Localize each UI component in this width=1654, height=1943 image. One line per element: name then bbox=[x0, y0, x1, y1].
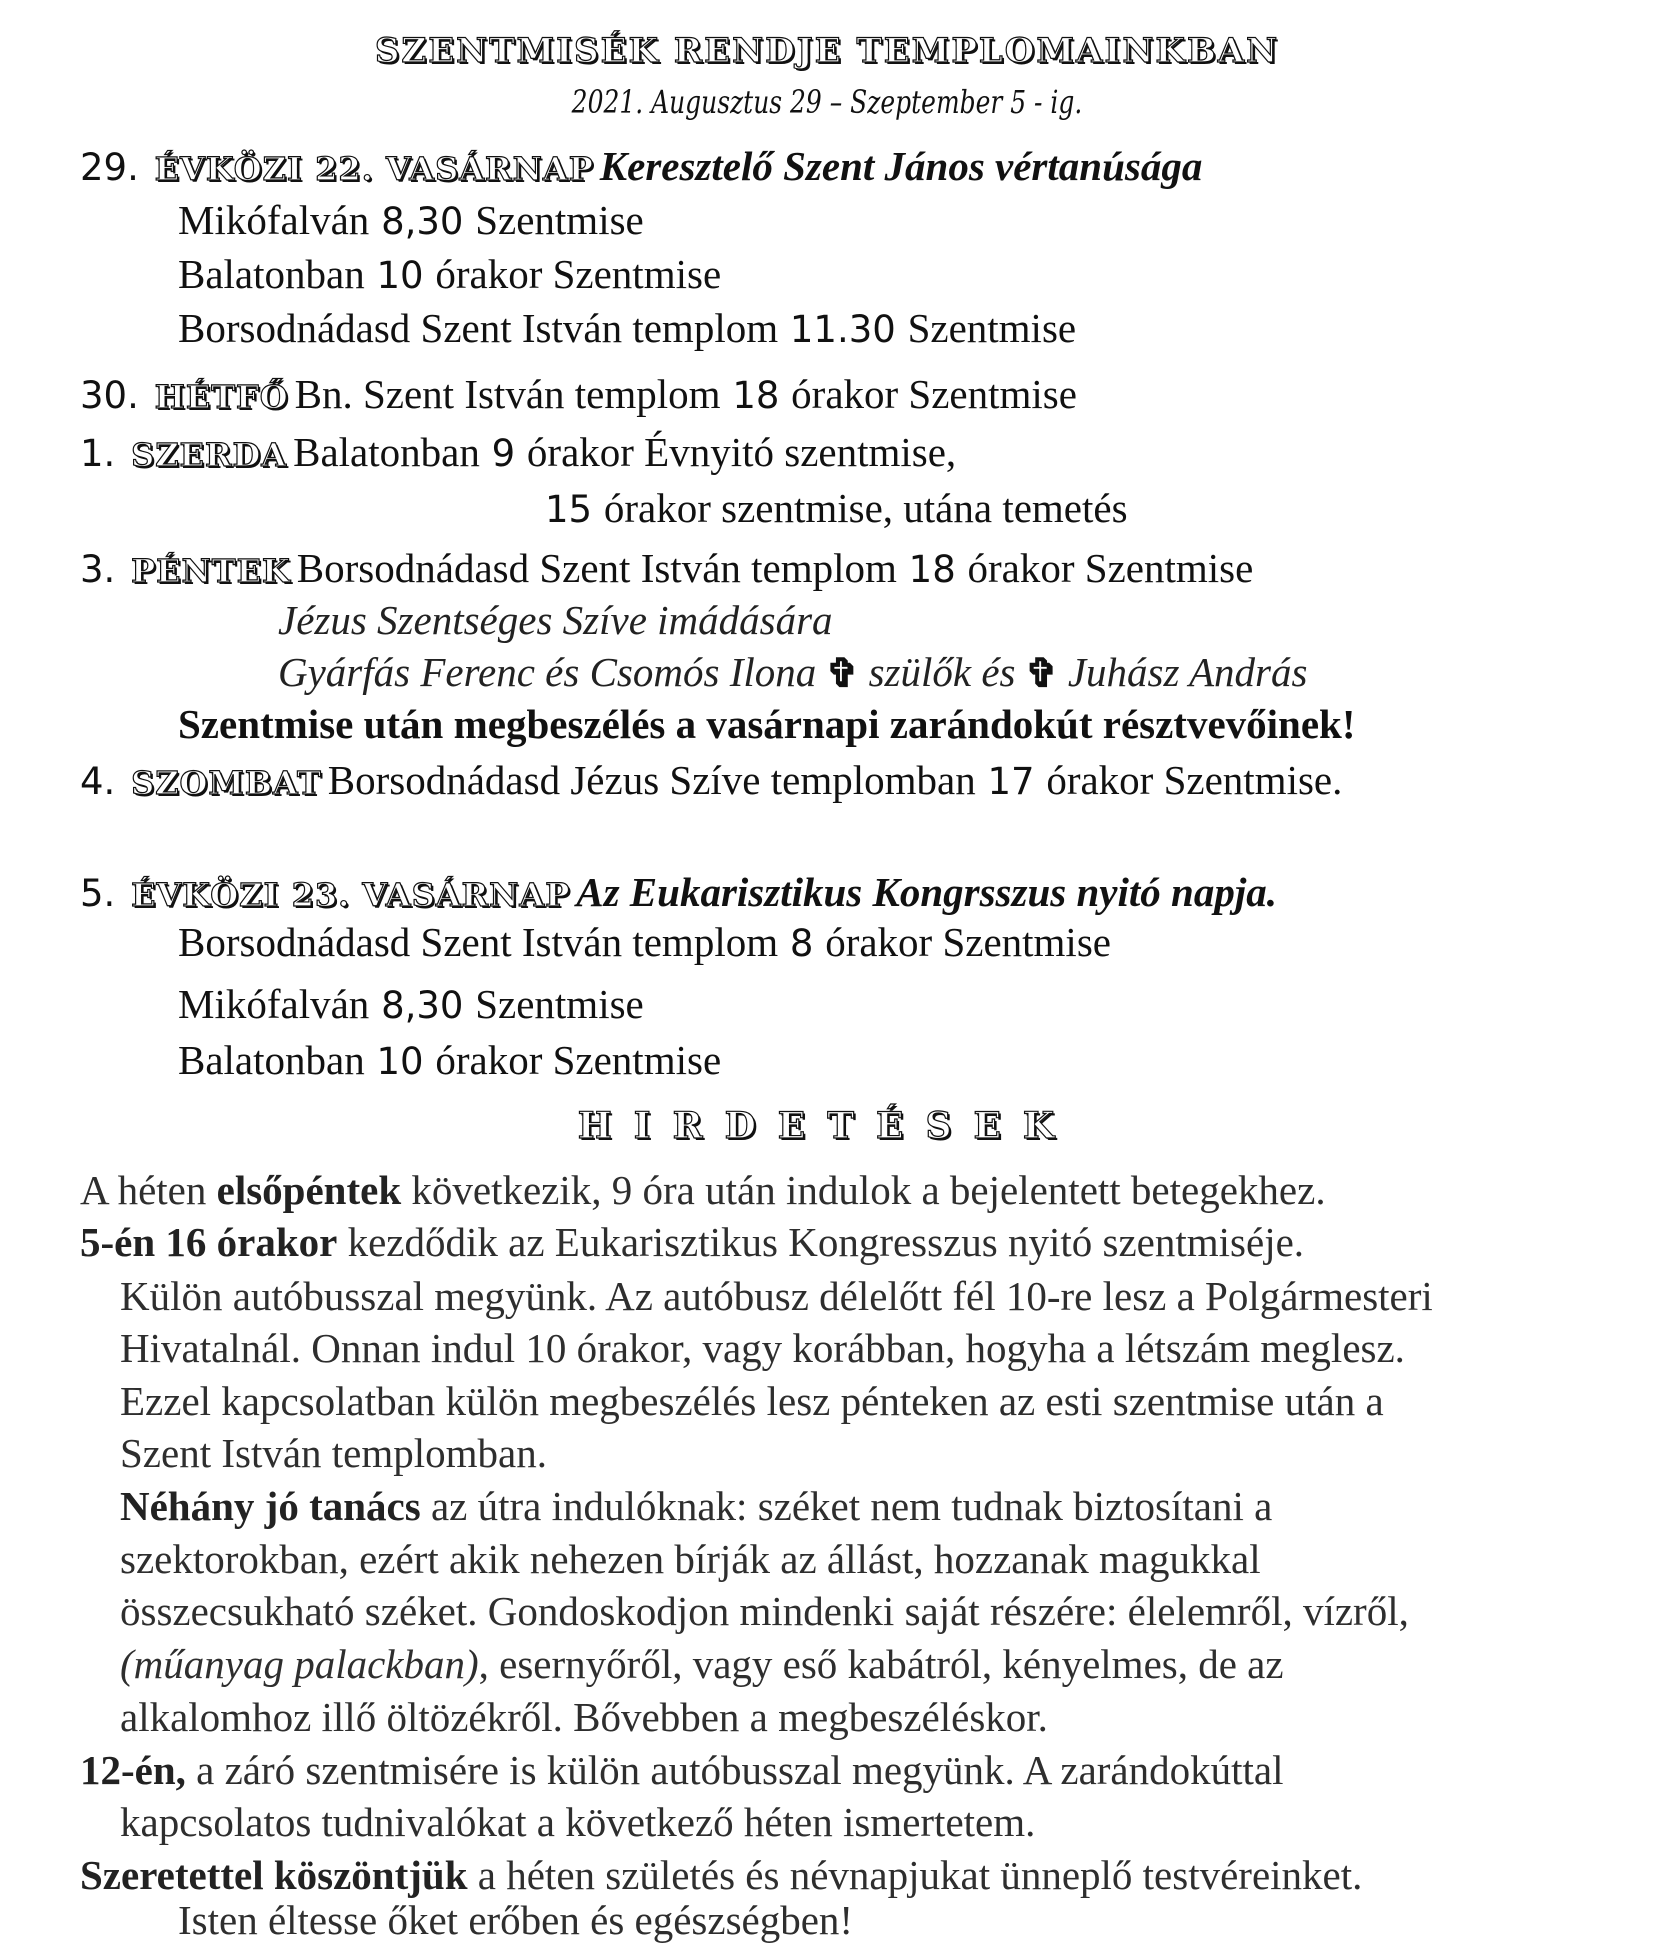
feast-name: Keresztelő Szent János vértanúsága bbox=[599, 143, 1203, 189]
mass-label: órakor Szentmise bbox=[435, 251, 722, 297]
text: A héten bbox=[80, 1167, 217, 1213]
day-number: 5. bbox=[80, 872, 116, 915]
mass-time: 18 bbox=[732, 374, 780, 417]
emphasis: 12-én, bbox=[80, 1747, 186, 1793]
schedule-day-4 bbox=[80, 757, 1343, 803]
text: a héten születés és névnapjukat ünneplő testvéreinket. bbox=[467, 1852, 1363, 1898]
intention-text: szülők és bbox=[868, 649, 1016, 695]
mass-time: 8 bbox=[789, 922, 814, 965]
day-name: ÉVKÖZI 22. VASÁRNAP bbox=[154, 150, 594, 188]
mass-entry bbox=[178, 251, 722, 297]
announcement-line: kapcsolatos tudnivalókat a következő héten ismertetem. bbox=[120, 1799, 1036, 1845]
mass-label: órakor Szentmise bbox=[967, 545, 1254, 591]
intention-names: Juhász András bbox=[1067, 649, 1308, 695]
announcement-advice bbox=[120, 1483, 1273, 1529]
text: kezdődik az Eukarisztikus Kongresszus nyitó szentmiséje. bbox=[337, 1219, 1305, 1265]
cross-icon: ✞ bbox=[1025, 653, 1058, 695]
mass-label: órakor Évnyitó szentmise, bbox=[526, 429, 957, 475]
emphasis: Néhány jó tanács bbox=[120, 1483, 421, 1529]
mass-entry bbox=[545, 485, 1128, 531]
mass-time: 8,30 bbox=[381, 200, 464, 243]
announcement-line: alkalomhoz illő öltözékről. Bővebben a megbeszéléskor. bbox=[120, 1694, 1048, 1740]
day-name: SZERDA bbox=[131, 436, 288, 474]
schedule-day-5 bbox=[80, 869, 1277, 915]
italic-text: (műanyag palackban) bbox=[120, 1641, 479, 1687]
day-number: 3. bbox=[80, 548, 116, 591]
announcements-heading: HIRDETÉSEK bbox=[577, 1105, 1077, 1147]
day-number: 1. bbox=[80, 432, 116, 475]
mass-label: Szentmise bbox=[475, 981, 644, 1027]
day-name: SZOMBAT bbox=[131, 764, 322, 802]
feast-name: Az Eukarisztikus Kongrsszus nyitó napja. bbox=[576, 869, 1277, 915]
text: , esernyőről, vagy eső kabátról, kényelmes, de az bbox=[478, 1641, 1284, 1687]
mass-label: órakor Szentmise bbox=[791, 371, 1077, 417]
day-name: HÉTFŐ bbox=[154, 378, 289, 416]
text: a záró szentmisére is külön autóbusszal megyünk. A zarándokúttal bbox=[185, 1747, 1284, 1793]
mass-time: 18 bbox=[908, 548, 956, 591]
mass-place: Mikófalván bbox=[178, 197, 370, 243]
mass-intention bbox=[278, 649, 1308, 695]
day-number: 30. bbox=[80, 374, 139, 417]
mass-place: Balatonban bbox=[293, 429, 480, 475]
mass-place: Borsodnádasd Jézus Szíve templomban bbox=[327, 757, 976, 803]
day-number: 4. bbox=[80, 760, 116, 803]
announcement-line: Ezzel kapcsolatban külön megbeszélés lesz pénteken az esti szentmise után a bbox=[120, 1378, 1384, 1424]
announcement-line: összecsukható széket. Gondoskodjon mindenki saját részére: élelemről, vízről, bbox=[120, 1588, 1409, 1634]
emphasis: 5-én 16 órakor bbox=[80, 1219, 338, 1265]
mass-entry bbox=[178, 919, 1111, 965]
text: következik, 9 óra után indulok a bejelentett betegekhez. bbox=[401, 1167, 1326, 1213]
mass-entry bbox=[178, 1037, 722, 1083]
day-number: 29. bbox=[80, 146, 139, 189]
mass-place: Bn. Szent István templom bbox=[294, 371, 721, 417]
intention-names: Gyárfás Ferenc és Csomós Ilona bbox=[278, 649, 817, 695]
announcement-first-friday bbox=[80, 1167, 1326, 1213]
mass-place: Balatonban bbox=[178, 1037, 365, 1083]
mass-time: 17 bbox=[987, 760, 1035, 803]
pilgrimage-note: Szentmise után megbeszélés a vasárnapi zarándokút résztvevőinek! bbox=[178, 701, 1356, 747]
schedule-day-1 bbox=[80, 429, 957, 475]
emphasis: elsőpéntek bbox=[216, 1167, 402, 1213]
announcement-line: Külön autóbusszal megyünk. Az autóbusz délelőtt fél 10-re lesz a Polgármesteri bbox=[120, 1273, 1433, 1319]
mass-time: 9 bbox=[491, 432, 516, 475]
mass-time: 8,30 bbox=[381, 984, 464, 1027]
announcement-blessing: Isten éltesse őket erőben és egészségben! bbox=[178, 1897, 854, 1943]
mass-entry bbox=[178, 981, 644, 1027]
day-name: ÉVKÖZI 23. VASÁRNAP bbox=[131, 876, 571, 914]
mass-label: órakor Szentmise bbox=[435, 1037, 722, 1083]
mass-place: Borsodnádasd Szent István templom bbox=[296, 545, 897, 591]
mass-place: Mikófalván bbox=[178, 981, 370, 1027]
mass-label: órakor Szentmise. bbox=[1046, 757, 1343, 803]
mass-label: Szentmise bbox=[907, 305, 1077, 351]
date-range: 2021. Augusztus 29 – Szeptember 5 - ig. bbox=[571, 83, 1083, 121]
mass-time: 15 bbox=[545, 488, 593, 531]
announcement-line: Hivatalnál. Onnan indul 10 órakor, vagy korábban, hogyha a létszám meglesz. bbox=[120, 1325, 1405, 1371]
text: az útra indulóknak: széket nem tudnak biztosítani a bbox=[420, 1483, 1273, 1529]
mass-time: 10 bbox=[376, 1040, 424, 1083]
mass-time: 11.30 bbox=[789, 308, 896, 351]
announcement-line: Szent István templomban. bbox=[120, 1430, 547, 1476]
mass-time: 10 bbox=[376, 254, 424, 297]
mass-label: órakor szentmise, utána temetés bbox=[603, 485, 1128, 531]
schedule-day-3 bbox=[80, 545, 1254, 591]
cross-icon: ✞ bbox=[826, 653, 859, 695]
announcement-line: szektorokban, ezért akik nehezen bírják az állást, hozzanak magukkal bbox=[120, 1536, 1261, 1582]
mass-intention: Jézus Szentséges Szíve imádására bbox=[278, 597, 833, 643]
announcement-greetings bbox=[80, 1852, 1363, 1898]
mass-label: órakor Szentmise bbox=[825, 919, 1111, 965]
page-title: SZENTMISÉK RENDJE TEMPLOMAINKBAN bbox=[374, 31, 1280, 71]
announcement-closing-mass bbox=[80, 1747, 1284, 1793]
emphasis: Szeretettel köszöntjük bbox=[80, 1852, 468, 1898]
mass-entry bbox=[178, 197, 644, 243]
mass-label: Szentmise bbox=[475, 197, 644, 243]
announcement-line bbox=[120, 1641, 1284, 1687]
mass-entry bbox=[178, 305, 1077, 351]
mass-place: Borsodnádasd Szent István templom bbox=[178, 919, 779, 965]
schedule-day-29 bbox=[80, 143, 1203, 189]
mass-place: Balatonban bbox=[178, 251, 365, 297]
day-name: PÉNTEK bbox=[131, 552, 291, 590]
mass-place: Borsodnádasd Szent István templom bbox=[178, 305, 779, 351]
announcement-congress bbox=[80, 1219, 1305, 1265]
schedule-day-30 bbox=[80, 371, 1077, 417]
